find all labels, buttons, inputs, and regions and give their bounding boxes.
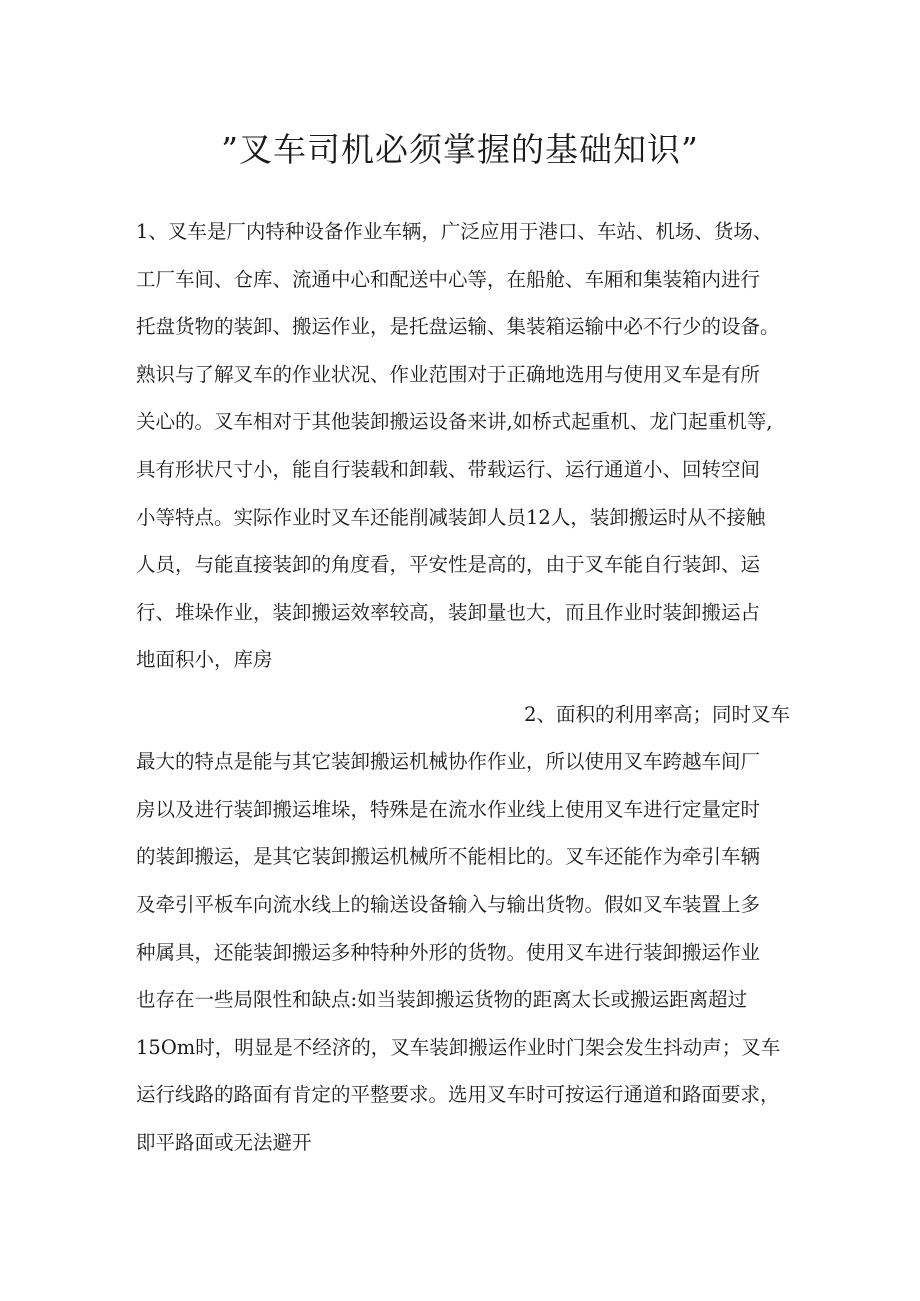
paragraph-2-line: 运行线路的路面有肯定的平整要求。选用叉车时可按运行通道和路面要求， [136, 1083, 780, 1106]
paragraph-2-line: 最大的特点是能与其它装卸搬运机械协作作业，所以使用叉车跨越车间厂 [136, 750, 761, 773]
paragraph-1-line: 具有形状尺寸小，能自行装载和卸载、带载运行、运行通道小、回转空间 [136, 458, 761, 481]
paragraph-1-line: 小等特点。实际作业时叉车还能削减装卸人员12人，装卸搬运时从不接触 [136, 506, 766, 529]
paragraph-1-line: 工厂车间、仓库、流通中心和配送中心等，在船舱、车厢和集装箱内进行 [136, 268, 761, 291]
paragraph-1-line: 关心的。叉车相对于其他装卸搬运设备来讲,如桥式起重机、龙门起重机等, [136, 410, 773, 433]
paragraph-1-line: 人员，与能直接装卸的角度看，平安性是高的，由于叉车能自行装卸、运 [136, 553, 761, 576]
paragraph-1-line: 托盘货物的装卸、搬运作业，是托盘运输、集装箱运输中必不行少的设备。 [136, 315, 780, 338]
paragraph-2-line: 15Om时，明显是不经济的，叉车装卸搬运作业时门架会发生抖动声；叉车 [136, 1036, 781, 1059]
paragraph-2-line: 的装卸搬运，是其它装卸搬运机械所不能相比的。叉车还能作为牵引车辆 [136, 845, 761, 868]
paragraph-2-line: 种属具，还能装卸搬运多种特种外形的货物。使用叉车进行装卸搬运作业 [136, 941, 761, 964]
paragraph-2-line: 房以及进行装卸搬运堆垛，特殊是在流水作业线上使用叉车进行定量定时 [136, 798, 761, 821]
paragraph-2-line: 也存在一些局限性和缺点:如当装卸搬运货物的距离太长或搬运距离超过 [136, 988, 748, 1011]
paragraph-1-line: 1、叉车是厂内特种设备作业车辆，广泛应用于港口、车站、机场、货场、 [136, 220, 773, 243]
paragraph-2-line: 及牵引平板车向流水线上的输送设备输入与输出货物。假如叉车装置上多 [136, 893, 761, 916]
paragraph-1-line: 熟识与了解叉车的作业状况、作业范围对于正确地选用与使用叉车是有所 [136, 363, 761, 386]
paragraph-1-line: 地面积小，库房 [136, 648, 273, 671]
document-title: ”叉车司机必须掌握的基础知识” [221, 130, 699, 169]
paragraph-2-line: 即平路面或无法避开 [136, 1131, 312, 1154]
paragraph-1-line: 行、堆垛作业，装卸搬运效率较高，装卸量也大，而且作业时装卸搬运占 [136, 601, 761, 624]
paragraph-2-lead: 2、面积的利用率高；同时叉车 [524, 703, 790, 726]
